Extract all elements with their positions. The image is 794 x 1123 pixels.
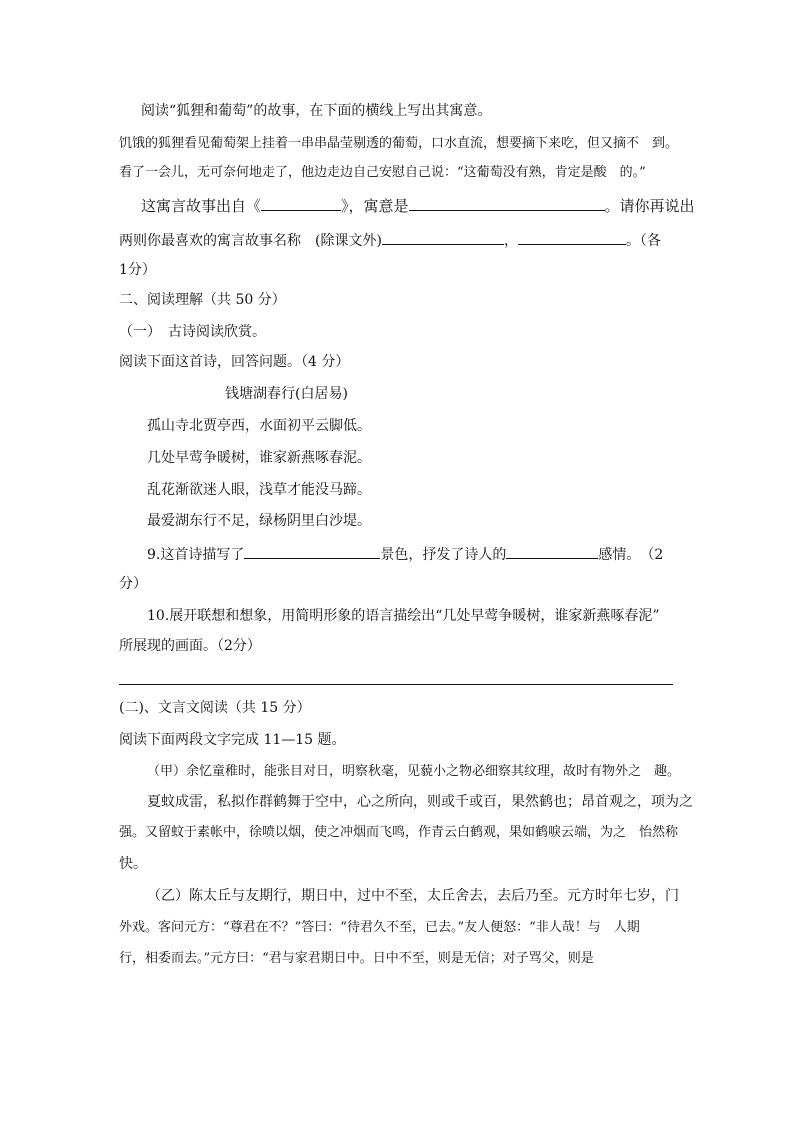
passage-jia-line-4: 快。 bbox=[119, 856, 147, 872]
fable-source-text-c: 。请你再说出 bbox=[604, 197, 695, 215]
question-9-points: 分） bbox=[119, 576, 147, 592]
fable-source-text-b: 》，寓意是 bbox=[341, 197, 409, 215]
question-10-line-1: 10.展开联想和想象，用简明形象的语言描绘出“几处早莺争暖树，谁家新燕啄春泥” bbox=[147, 608, 660, 624]
passage-jia-line-3: 强。又留蚊于素帐中，徐喷以烟，使之冲烟而飞鸣，作青云白鹤观，果如鹤唳云端，为之 怡然称 bbox=[119, 825, 679, 840]
passage-jia-line-2: 夏蚊成雷，私拟作群鹤舞于空中，心之所向，则或千或百，果然鹤也；昂首观之，项为之 bbox=[147, 794, 693, 810]
question-10-line-2: 所展现的画面。（2分） bbox=[119, 638, 261, 654]
passage-yi-line-3: 行，相委而去。”元方曰：“君与家君期日中。日中不至，则是无信；对子骂父，则是 bbox=[119, 951, 594, 966]
poem-section-heading: （一） 古诗阅读欣赏。 bbox=[119, 324, 266, 340]
question-9-scenery-blank[interactable] bbox=[244, 546, 380, 559]
fable-story-2-blank[interactable] bbox=[518, 232, 626, 245]
question-9-text-a: 9.这首诗描写了 bbox=[147, 547, 245, 563]
question-9 bbox=[147, 546, 663, 562]
passage-yi-line-2: 外戏。客问元方：“尊君在不？”答曰：“待君久不至，已去。”友人便怒：“非人哉！与 人期 bbox=[119, 920, 640, 935]
question-9-feeling-blank[interactable] bbox=[506, 546, 598, 559]
section-2-title: 二、阅读理解（共 50 分） bbox=[119, 292, 286, 308]
fable-two-text-c: 。（各 bbox=[625, 233, 661, 249]
poem-instruction: 阅读下面这首诗，回答问题。（4 分） bbox=[119, 354, 350, 370]
fable-two-stories-question bbox=[119, 232, 661, 248]
poem-line-1: 孤山寺北贾亭西，水面初平云脚低。 bbox=[147, 418, 371, 434]
poem-line-2: 几处早莺争暖树，谁家新燕啄春泥。 bbox=[147, 450, 371, 466]
passage-yi-line-1: （乙）陈太丘与友期行，期日中，过中不至，太丘舍去，去后乃至。元方时年七岁，门 bbox=[147, 888, 679, 904]
fable-story-line-1: 饥饿的狐狸看见葡萄架上挂着一串串晶莹剔透的葡萄，口水直流，想要摘下来吃，但又摘不 到。 bbox=[119, 136, 679, 151]
answer-line[interactable] bbox=[119, 684, 673, 685]
fable-intro: 阅读“狐狸和葡萄”的故事，在下面的横线上写出其寓意。 bbox=[141, 103, 492, 119]
fable-source-text-a: 这寓言故事出自《 bbox=[141, 197, 262, 215]
fable-moral-blank[interactable] bbox=[409, 198, 605, 211]
fable-points: 1分） bbox=[119, 262, 156, 278]
classical-instruction: 阅读下面两段文字完成 11—15 题。 bbox=[119, 732, 346, 748]
fable-source-blank[interactable] bbox=[261, 198, 341, 211]
classical-section-heading: (二)、文言文阅读（共 15 分） bbox=[119, 700, 311, 716]
question-9-text-c: 感情。 （2 bbox=[598, 547, 664, 563]
fable-source-question bbox=[141, 198, 695, 214]
poem-line-4: 最爱湖东行不足，绿杨阴里白沙堤。 bbox=[147, 513, 371, 529]
fable-two-text-a: 两则你最喜欢的寓言故事名称 (除课文外) bbox=[119, 233, 382, 249]
passage-jia-line-1: （甲）余忆童稚时，能张目对日，明察秋毫，见藐小之物必细察其纹理，故时有物外之 趣。 bbox=[147, 764, 681, 779]
fable-story-line-2: 看了一会儿，无可奈何地走了，他边走边自己安慰自己说：“这葡萄没有熟，肯定是酸 的。” bbox=[119, 165, 646, 180]
fable-two-text-b: ， bbox=[503, 233, 518, 249]
poem-title: 钱塘湖春行(白居易) bbox=[225, 386, 348, 402]
question-9-text-b: 景色，抒发了诗人的 bbox=[380, 547, 507, 563]
poem-line-3: 乱花渐欲迷人眼，浅草才能没马蹄。 bbox=[147, 482, 371, 498]
fable-story-1-blank[interactable] bbox=[382, 232, 504, 245]
